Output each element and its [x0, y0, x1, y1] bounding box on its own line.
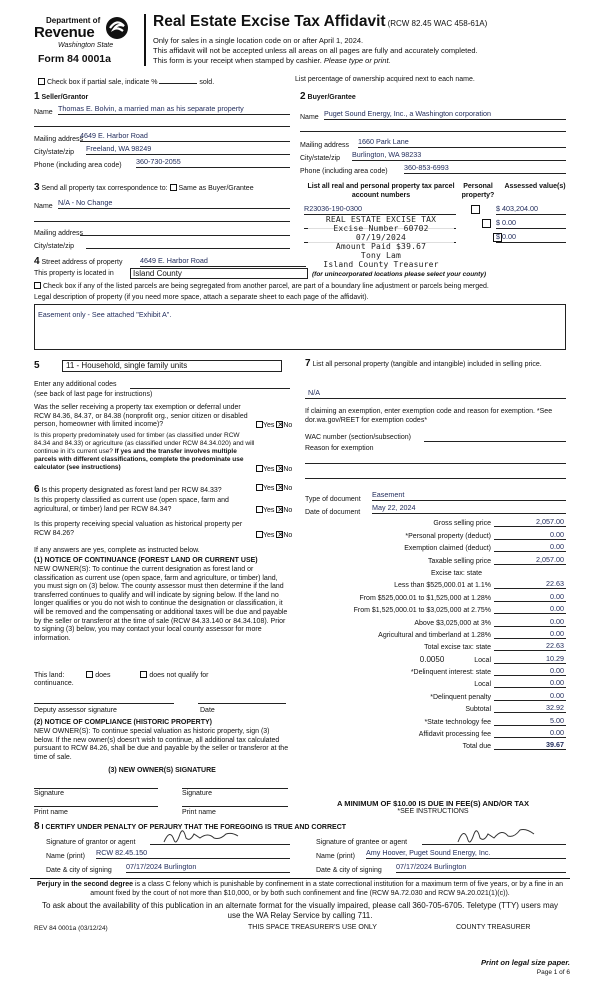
doc-date-field[interactable]: May 22, 2024 — [372, 503, 566, 514]
sec6-q1-row — [34, 484, 222, 495]
sec7-num: 7 — [305, 358, 311, 369]
sec5-q2b: If yes and the transfer involves multiple parcels with different classifications, complete the predominate use calculator (see instructions) — [34, 448, 244, 471]
land-use-select[interactable] — [62, 360, 282, 372]
certify-text: I CERTIFY UNDER PENALTY OF PERJURY THAT THE FOREGOING IS TRUE AND CORRECT — [41, 824, 347, 831]
rcw-reference: (RCW 82.45 WAC 458-61A) — [387, 19, 488, 28]
personal-property-checkbox-2[interactable] — [482, 219, 491, 228]
tier1-field[interactable]: 22.63 — [494, 579, 566, 589]
delinq-local-field[interactable]: 0.00 — [494, 678, 566, 688]
tier3-field[interactable]: 0.00 — [494, 604, 566, 614]
buyer-city-field[interactable]: Burlington, WA 98233 — [352, 150, 566, 161]
local-label: Local — [474, 656, 491, 664]
historic-body: NEW OWNER(S): To continue special valuation as historic property, sign (3) below. If the new owner(s) doesn't wish to continue, all additional tax calculated pursuant to RCW 84.26, shall be due and payable by the seller or transferor at the time of sale. — [34, 728, 289, 761]
reason-line-1[interactable] — [305, 463, 566, 464]
buyer-phone-label: Phone (including area code) — [300, 168, 388, 175]
seller-title: Seller/Grantor — [41, 94, 89, 101]
buyer-name-field[interactable]: Puget Sound Energy, Inc., a Washington corporation — [324, 109, 566, 120]
dept-line1: Department of — [46, 16, 101, 25]
grantor-sig-label: Signature of grantor or agent — [46, 839, 136, 846]
segregate-label: Check box if any of the listed parcels are being segregated from another parcel, are part of a boundary line adjustment or parcels being merged. — [42, 283, 489, 290]
buyer-city-label: City/state/zip — [300, 155, 341, 162]
assessed-value-1[interactable]: $ 403,204.00 — [496, 204, 566, 215]
new-owner-sig-title: (3) NEW OWNER(S) SIGNATURE — [108, 767, 216, 774]
sec8-num: 8 — [34, 821, 40, 832]
seller-name-line2[interactable] — [34, 117, 290, 127]
street-field[interactable]: 4649 E. Harbor Road — [140, 256, 306, 267]
historic-no-checkbox[interactable] — [276, 531, 283, 538]
q1-yes-label: Yes — [263, 422, 275, 429]
tech-fee-field[interactable]: 5.00 — [494, 716, 566, 726]
tax-row-tier1: Less than $525,000.01 at 1.1% 22.63 — [394, 579, 564, 590]
grantee-date-label: Date & city of signing — [316, 867, 382, 874]
rev-number: REV 84 0001a (03/12/24) — [34, 925, 108, 932]
deputy-date-line[interactable] — [198, 698, 286, 704]
stamp-line3: 07/19/2024 — [355, 233, 407, 242]
doc-type-field[interactable]: Easement — [372, 490, 566, 501]
tax-row-local — [300, 651, 566, 663]
legal-description: Easement only - See attached "Exhibit A". — [38, 310, 172, 319]
partial-sold-label: sold. — [199, 79, 215, 86]
assessed-value-3[interactable]: $ 0.00 — [496, 232, 566, 243]
footer-divider — [30, 878, 570, 879]
taxable-price-field[interactable]: 2,057.00 — [494, 555, 566, 565]
legal-description-box[interactable] — [34, 304, 566, 350]
deputy-sig-line[interactable] — [34, 698, 174, 704]
grantee-signature-scribble — [454, 824, 544, 846]
buyer-title: Buyer/Grantee — [307, 94, 356, 101]
same-as-buyer-checkbox[interactable] — [170, 184, 177, 191]
minimum-note: A MINIMUM OF $10.00 IS DUE IN FEE(S) AND/OR TAX — [336, 799, 530, 808]
seller-phone-field[interactable]: 360-730-2055 — [136, 157, 290, 168]
notice-2: This affidavit will not be accepted unless all areas on all pages are fully and accurately completed. — [153, 46, 478, 55]
segregate-row — [34, 282, 489, 290]
legal-size-note: Print on legal size paper. — [480, 958, 570, 967]
sec5-q2-answer — [256, 465, 292, 473]
sec3-heading — [34, 182, 254, 193]
q1-no-checkbox[interactable] — [276, 421, 283, 428]
delinq-state-field[interactable]: 0.00 — [494, 666, 566, 676]
buyer-name-label: Name — [300, 114, 319, 121]
same-as-buyer-label: Same as Buyer/Grantee — [178, 185, 254, 192]
dor-swirl-icon — [104, 14, 130, 42]
stamp-line4: Amount Paid $39.67 — [335, 242, 427, 251]
reason-line-2[interactable] — [305, 478, 566, 479]
local-tax-field[interactable]: 10.29 — [494, 654, 566, 664]
buyer-phone-field[interactable]: 360-853-6993 — [404, 163, 566, 174]
located-label: This property is located in — [34, 270, 114, 277]
sec3-mail-field[interactable] — [80, 225, 290, 236]
tax-row-tech-fee: *State technology fee 5.00 — [424, 715, 564, 726]
dept-line2: Revenue — [34, 24, 95, 41]
dor-logo — [32, 14, 132, 68]
sec3-name-line2[interactable] — [34, 212, 290, 222]
q1-yes-checkbox[interactable] — [256, 421, 263, 428]
tax-row-exempt: Exemption claimed (deduct) 0.00 — [404, 542, 564, 553]
tier4-field[interactable]: 0.00 — [494, 617, 566, 627]
partial-sale-row — [38, 78, 214, 86]
sec5-num: 5 — [34, 360, 40, 371]
tax-row-total-state: Total excise tax: state 22.63 — [424, 641, 564, 652]
ag-timber-field[interactable]: 0.00 — [494, 629, 566, 639]
deputy-date-label: Date — [200, 707, 215, 714]
exemption-deduct-field[interactable]: 0.00 — [494, 542, 566, 552]
seller-name-field[interactable]: Thomas E. Bolvin, a married man as his separate property — [58, 104, 290, 115]
buyer-mail-field[interactable]: 1660 Park Lane — [358, 137, 566, 148]
total-due-field[interactable]: 39.67 — [494, 740, 566, 750]
tax-row-tier2: From $525,000.01 to $1,525,000 at 1.28% 0.00 — [359, 591, 564, 602]
treasurer-use-only: THIS SPACE TREASURER'S USE ONLY — [248, 924, 377, 931]
seller-heading — [34, 91, 88, 102]
county-value: Island County — [133, 269, 182, 278]
personal-property-list[interactable]: N/A — [308, 388, 320, 397]
subtotal-field[interactable]: 32.92 — [494, 703, 566, 713]
deputy-sig-label: Deputy assessor signature — [34, 707, 117, 714]
does-label: does — [95, 672, 111, 679]
buyer-mail-label: Mailing address — [300, 142, 350, 149]
continuance-body: NEW OWNER(S): To continue the current designation as forest land or classification as current use (open space, farm and agriculture, or timber) land, you must sign on (3) below. The county assessor must then determine if the land transferred continues to qualify and will indicate by signing below. If the land no longer qualifies or you do not wish to continue the designation or classification, it will be removed and the compensating or additional taxes will be due and payable by the seller or transferor at the time of sale (RCW 84.33.140 or 84.34.108). Prior to signing (3) below, you may contact your local county assessor for more information. — [34, 566, 288, 642]
tax-row-subtotal: Subtotal 32.92 — [465, 703, 564, 714]
historic-yes-checkbox[interactable] — [256, 531, 263, 538]
current-use-yes-checkbox[interactable] — [256, 506, 263, 513]
sec2-num: 2 — [300, 91, 306, 102]
assessed-value-2[interactable]: $ 0.00 — [496, 218, 566, 229]
gross-price-field[interactable]: 2,057.00 — [494, 517, 566, 527]
stamp-line6: Island County Treasurer — [323, 260, 439, 269]
grantor-date-label: Date & city of signing — [46, 867, 112, 874]
parcel-head-personal: Personal property? — [461, 183, 495, 199]
current-use-no-checkbox[interactable] — [276, 506, 283, 513]
owner-sig-label-2: Signature — [182, 790, 212, 797]
continuance-title: (1) NOTICE OF CONTINUANCE (FOREST LAND OR CURRENT USE) — [34, 557, 258, 564]
county-select[interactable] — [130, 268, 308, 279]
sec4-num: 4 — [34, 256, 40, 267]
does-not-label: does not qualify for — [149, 672, 209, 679]
notice-3b: Please type or print. — [323, 56, 391, 65]
wac-field[interactable] — [424, 433, 566, 442]
grantee-date-field[interactable]: 07/17/2024 Burlington — [396, 862, 566, 873]
legal-label: Legal description of property (if you need more space, attach a separate sheet to each page of the affidavit). — [34, 294, 369, 301]
historic-yes-label: Yes — [263, 532, 275, 539]
grantor-name-label: Name (print) — [46, 853, 85, 860]
current-use-no-label: No — [283, 507, 293, 514]
alt-format-text: To ask about the availability of this publication in an alternate format for the visually impaired, please call 360-705-6705. Teletype (TTY) users may use the WA Relay Service by calling 711. — [41, 901, 559, 920]
sec3-name-label: Name — [34, 203, 53, 210]
partial-sale-checkbox[interactable] — [38, 78, 45, 85]
tax-row-gross: Gross selling price 2,057.00 — [433, 517, 564, 528]
affidavit-fee-field[interactable]: 0.00 — [494, 728, 566, 738]
q2-no-label: No — [283, 466, 293, 473]
add-codes-note: (see back of last page for instructions) — [34, 391, 153, 398]
segregate-checkbox[interactable] — [34, 282, 41, 289]
sec7-text: List all personal property (tangible and intangible) included in selling price. — [312, 361, 542, 368]
owner-sig-line-2[interactable] — [182, 788, 288, 789]
sec4-street-row — [34, 256, 122, 267]
sec6-q3-answer — [256, 531, 292, 539]
delinq-penalty-field[interactable]: 0.00 — [494, 691, 566, 701]
perjury-text — [30, 881, 570, 898]
tax-calc-table — [300, 515, 566, 750]
stamp-line1: REAL ESTATE EXCISE TAX — [325, 215, 437, 224]
forest-no-checkbox[interactable] — [276, 484, 283, 491]
seller-mail-label: Mailing address — [34, 136, 84, 143]
q2-no-checkbox[interactable] — [276, 465, 283, 472]
tax-row-delinq-state: *Delinquent interest: state 0.00 — [410, 666, 564, 677]
owner-print-label-1: Print name — [34, 809, 68, 816]
sec5-q2 — [34, 432, 256, 472]
owner-print-label-2: Print name — [182, 809, 216, 816]
doc-type-label: Type of document — [305, 496, 361, 503]
owner-sig-line-1[interactable] — [34, 788, 158, 789]
form-title-wrap — [153, 13, 487, 31]
sec3-num: 3 — [34, 182, 40, 193]
tax-row-tier4: Above $3,025,000 at 3% 0.00 — [414, 616, 564, 627]
seller-city-label: City/state/zip — [34, 149, 75, 156]
county-treasurer: COUNTY TREASURER — [456, 924, 531, 931]
grantee-name-field[interactable]: Amy Hoover, Puget Sound Energy, Inc. — [366, 848, 566, 859]
dept-line3: Washington State — [58, 42, 114, 49]
sec6-q1-answer — [256, 484, 292, 492]
sec3-mail-label: Mailing address — [34, 230, 84, 237]
sec5-q2a: Is this property predominately used for timber (as classified under RCW 84.34 and 84.33) or agriculture (as classified under RCW 84.34.020) and will continue in it's current use? — [34, 432, 255, 455]
treasurer-stamp — [308, 215, 454, 269]
sec6-if-yes: If any answers are yes, complete as instructed below. — [34, 547, 200, 554]
partial-sale-label: Check box if partial sale, indicate % — [46, 79, 158, 86]
tax-row-excise-state: Excise tax: state — [431, 569, 482, 577]
parcel-number-1[interactable]: R23036-190-0300 — [304, 204, 456, 215]
tax-row-affidavit-fee: Affidavit processing fee 0.00 — [418, 728, 564, 739]
personal-deduct-field[interactable]: 0.00 — [494, 530, 566, 540]
grantor-signature-scribble — [160, 826, 250, 846]
forest-no-label: No — [283, 485, 293, 492]
personal-property-line[interactable] — [305, 398, 566, 399]
current-use-yes-label: Yes — [263, 507, 275, 514]
parcel-head-assessed: Assessed value(s) — [504, 183, 566, 190]
sec7-heading — [305, 360, 566, 370]
buyer-heading — [300, 91, 356, 102]
tier2-field[interactable]: 0.00 — [494, 592, 566, 602]
tax-row-delinq-local: Local 0.00 — [474, 678, 564, 689]
county-note: (for unincorporated locations please select your county) — [312, 271, 487, 278]
seller-city-field[interactable]: Freeland, WA 98249 — [86, 144, 290, 155]
perjury-bold: Perjury in the second degree — [36, 881, 134, 888]
sec3-text: Send all property tax correspondence to: — [41, 185, 168, 192]
forest-yes-checkbox[interactable] — [256, 484, 263, 491]
header-divider — [144, 14, 146, 66]
this-land-label: This land: — [34, 672, 65, 679]
sec1-num: 1 — [34, 91, 40, 102]
notice-3a: This form is your receipt when stamped by cashier. — [153, 56, 324, 65]
page-number: Page 1 of 6 — [536, 969, 570, 976]
parcel-head-numbers: List all real and personal property tax parcel account numbers — [307, 183, 455, 199]
add-codes-field[interactable] — [130, 380, 290, 389]
owner-print-line-1[interactable] — [34, 806, 158, 807]
historic-title: (2) NOTICE OF COMPLIANCE (HISTORIC PROPERTY) — [34, 719, 212, 726]
q2-yes-label: Yes — [263, 466, 275, 473]
sec3-name-field[interactable]: N/A - No Change — [58, 198, 290, 209]
stamp-line5: Tony Lam — [360, 251, 402, 260]
forest-yes-label: Yes — [263, 485, 275, 492]
buyer-name-line2[interactable] — [300, 122, 566, 132]
tax-row-taxable: Taxable selling price 2,057.00 — [427, 554, 564, 565]
not-qualifies-checkbox[interactable] — [140, 671, 147, 678]
q2-yes-checkbox[interactable] — [256, 465, 263, 472]
partial-percent-field[interactable] — [159, 83, 197, 84]
this-land-row — [34, 671, 209, 679]
personal-property-checkbox-1[interactable] — [471, 205, 480, 214]
sec3-city-field[interactable] — [86, 238, 290, 249]
doc-date-label: Date of document — [305, 509, 361, 516]
ownership-note: List percentage of ownership acquired next to each name. — [295, 76, 475, 83]
see-instructions: *SEE INSTRUCTIONS — [397, 808, 469, 815]
seller-mail-field[interactable]: 4649 E. Harbor Road — [80, 131, 290, 142]
sec3-city-label: City/state/zip — [34, 243, 75, 250]
q1-no-label: No — [283, 422, 293, 429]
qualifies-checkbox[interactable] — [86, 671, 93, 678]
owner-print-line-2[interactable] — [182, 806, 288, 807]
wac-label: WAC number (section/subsection) — [305, 434, 411, 441]
local-rate: 0.0050 — [419, 654, 445, 664]
total-state-field[interactable]: 22.63 — [494, 641, 566, 651]
exemption-text: If claiming an exemption, enter exemption code and reason for exemption. *See dor.wa.gov/REET for exemption codes* — [305, 408, 553, 424]
seller-name-label: Name — [34, 109, 53, 116]
sec6-num: 6 — [34, 484, 40, 495]
notice-1: Only for sales in a single location code on or after April 1, 2024. — [153, 36, 364, 45]
grantor-date-field[interactable]: 07/17/2024 Burlington — [126, 862, 290, 873]
tax-row-total: Total due 39.67 — [462, 740, 564, 751]
tax-row-ag: Agricultural and timberland at 1.28% 0.00 — [378, 628, 564, 639]
add-codes-label: Enter any additional codes — [34, 381, 117, 388]
seller-phone-label: Phone (including area code) — [34, 162, 122, 169]
grantee-sig-label: Signature of grantee or agent — [316, 839, 408, 846]
grantee-name-label: Name (print) — [316, 853, 355, 860]
land-use-value: 11 - Household, single family units — [66, 361, 188, 370]
sec5-q1: Was the seller receiving a property tax exemption or deferral under RCW 84.36, 84.37, or 84.38 (nonprofit org., senior citizen or disabled person, homeowner with limited income)? — [34, 404, 248, 428]
form-title: Real Estate Excise Tax Affidavit — [153, 13, 386, 30]
continuance-label: continuance. — [34, 680, 74, 687]
tax-row-delinq-penalty: *Delinquent penalty 0.00 — [430, 690, 564, 701]
owner-sig-label-1: Signature — [34, 790, 64, 797]
sec6-q3: Is this property receiving special valuation as historical property per RCW 84.26? — [34, 521, 243, 537]
stamp-line2: Excise Number 60702 — [333, 224, 429, 233]
perjury-body: is a class C felony which is punishable by confinement in a state correctional institution for a maximum term of five years, or by a fine in an amount fixed by the court of not more than $10,000, or by both such confinement and fine (RCW 9A.72.030 and RCW 9A.20.021(1)(c)). — [90, 881, 563, 897]
sec6-q2: Is this property classified as current use (open space, farm and agricultural, or timber) land per RCW 84.34? — [34, 497, 229, 513]
historic-no-label: No — [283, 532, 293, 539]
tax-row-personal: *Personal property (deduct) 0.00 — [405, 529, 564, 540]
sec6-q2-answer — [256, 506, 292, 514]
form-number: Form 84 0001a — [38, 53, 111, 65]
grantor-name-field[interactable]: RCW 82.45.150 — [96, 848, 290, 859]
sec5-q1-answer — [256, 421, 292, 429]
sec6-q1: Is this property designated as forest land per RCW 84.33? — [41, 487, 222, 494]
notice-3 — [153, 56, 391, 65]
street-label: Street address of property — [41, 259, 123, 266]
reason-label: Reason for exemption — [305, 445, 374, 452]
tax-row-tier3: From $1,525,000.01 to $3,025,000 at 2.75% 0.00 — [353, 604, 564, 615]
